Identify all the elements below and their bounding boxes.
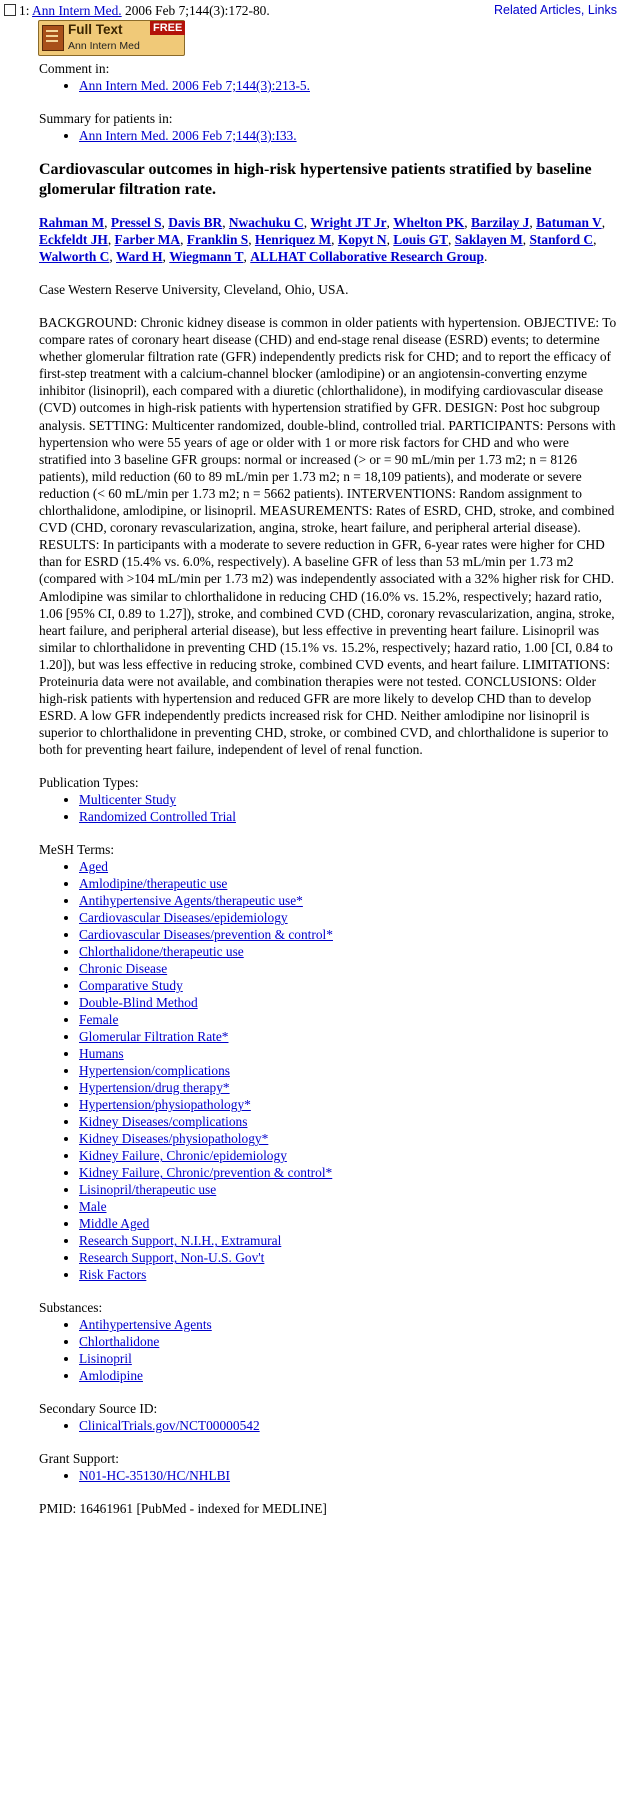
list-item-link[interactable]: Research Support, Non-U.S. Gov't [79,1250,265,1266]
full-text-badge[interactable] [38,20,183,54]
list-item-link[interactable]: Male [79,1199,107,1215]
list-item [79,1079,619,1096]
list-item-link[interactable]: Antihypertensive Agents/therapeutic use* [79,893,303,909]
list-item [79,1011,619,1028]
free-label: FREE [150,21,185,35]
list-item-link[interactable]: Risk Factors [79,1267,147,1283]
list-item-link[interactable]: Amlodipine [79,1368,143,1384]
list-item [79,1096,619,1113]
list-item [79,977,619,994]
list-item-link[interactable]: Glomerular Filtration Rate* [79,1029,229,1045]
list-item [79,858,619,875]
list-item [79,1062,619,1079]
author-link[interactable]: Davis BR [168,215,223,230]
list-item [79,1367,619,1384]
author-link[interactable]: Farber MA [114,232,181,247]
author-link[interactable]: Eckfeldt JH [39,232,108,247]
author-link[interactable]: Henriquez M [254,232,332,247]
related-separator: , [580,3,588,17]
list-item-link[interactable]: Humans [79,1046,124,1062]
list-item [79,1147,619,1164]
badge-journal: Ann Intern Med [68,40,140,52]
item-number: 1: [19,3,30,18]
list-item [79,1130,619,1147]
list-item [79,1417,619,1434]
list-item [79,791,619,808]
list-item [79,1350,619,1367]
list-item-link[interactable]: Kidney Failure, Chronic/epidemiology [79,1148,287,1164]
list-item-link[interactable]: Cardiovascular Diseases/prevention & control* [79,927,333,943]
list-item-link[interactable]: ClinicalTrials.gov/NCT00000542 [79,1418,260,1434]
secondary-source-label: Secondary Source ID: [39,1401,158,1417]
author-link[interactable]: Stanford C [529,232,594,247]
select-checkbox[interactable] [4,4,16,16]
list-item-link[interactable]: Cardiovascular Diseases/epidemiology [79,910,288,926]
author-link[interactable]: Saklayen M [454,232,523,247]
list-item-link[interactable]: Research Support, N.I.H., Extramural [79,1233,282,1249]
author-link[interactable]: Ward H [116,249,163,264]
author-link[interactable]: ALLHAT Collaborative Research Group [250,249,484,264]
list-item [79,1333,619,1350]
list-item-link[interactable]: Multicenter Study [79,792,177,808]
list-item-link[interactable]: Middle Aged [79,1216,150,1232]
list-item [79,1181,619,1198]
citation-text: 2006 Feb 7;144(3):172-80. [121,3,270,18]
author-link[interactable]: Kopyt N [337,232,387,247]
list-item [79,1232,619,1249]
publication-types-list [39,791,619,825]
author-link[interactable]: Wright JT Jr [310,215,387,230]
related-articles-link[interactable]: Related Articles [494,3,581,17]
full-text-label: Full Text [68,22,123,37]
citation-line [4,2,619,20]
list-item-link[interactable]: Kidney Diseases/complications [79,1114,248,1130]
comment-label: Comment in: [39,61,110,76]
author-link[interactable]: Wiegmann T [169,249,244,264]
author-link[interactable]: Franklin S [186,232,249,247]
list-item-link[interactable]: Antihypertensive Agents [79,1317,212,1333]
list-item-link[interactable]: Hypertension/complications [79,1063,230,1079]
list-item [79,1266,619,1283]
list-item-link[interactable]: Female [79,1012,119,1028]
list-item [79,1215,619,1232]
list-item-link[interactable]: Lisinopril/therapeutic use [79,1182,217,1198]
secondary-source-list [39,1417,619,1434]
list-item [79,1164,619,1181]
list-item [79,1467,619,1484]
list-item [79,1028,619,1045]
list-item [79,1113,619,1130]
list-item-link[interactable]: Lisinopril [79,1351,132,1367]
author-link[interactable]: Whelton PK [393,215,465,230]
article-title: Cardiovascular outcomes in high-risk hypertensive patients stratified by baseline glomerular filtration rate. [39,161,592,198]
list-item-link[interactable]: Randomized Controlled Trial [79,809,236,825]
list-item-link[interactable]: Chlorthalidone [79,1334,160,1350]
list-item-link[interactable]: Kidney Diseases/physiopathology* [79,1131,269,1147]
list-item-link[interactable]: Hypertension/physiopathology* [79,1097,251,1113]
list-item-link[interactable]: Amlodipine/therapeutic use [79,876,228,892]
list-item [79,926,619,943]
list-item-link[interactable]: Aged [79,859,109,875]
list-item [79,994,619,1011]
abstract-record [39,60,619,1531]
summary-label: Summary for patients in: [39,111,173,126]
list-item-link[interactable]: Kidney Failure, Chronic/prevention & control* [79,1165,333,1181]
book-icon [42,25,64,51]
mesh-label: MeSH Terms: [39,842,115,858]
grant-support-label: Grant Support: [39,1451,119,1467]
list-item [79,960,619,977]
list-item-link[interactable]: Hypertension/drug therapy* [79,1080,230,1096]
abstract-text: BACKGROUND: Chronic kidney disease is common in older patients with hypertension. OBJECTIVE: To compare rates of coronary heart disease (CHD) and end-stage renal disease (ESRD) events; to determine whether glomerular filtration rate (GFR) independently predicts risk for CHD; and to report the efficacy of first-step treatment with a calcium-channel blocker (amlodipine) or an angiotensin-converting enzyme inhibitor (lisinopril), each compared with a diuretic (chlorthalidone), in modifying cardiovascular disease (CVD) outcomes in high-risk patients with hypertension stratified by GFR. DESIGN: Post hoc subgroup analysis. SETTING: Multicenter randomized, double-blind, controlled trial. PARTICIPANTS: Persons with hypertension who were 55 years of age or older with 1 or more risk factors for CHD and who were stratified into 3 baseline GFR groups: normal or increased (> or = 90 mL/min per 1.73 m2; n = 8126 patients), mild reduction (60 to 89 mL/min per 1.73 m2; n = 18,109 patients), and moderate or severe reduction (< 60 mL/min per 1.73 m2; n = 5662 patients). INTERVENTIONS: Random assignment to chlorthalidone, amlodipine, or lisinopril. MEASUREMENTS: Rates of ESRD, CHD, stroke, and combined CVD (CHD, coronary revascularization, angina, stroke, heart failure, and peripheral arterial disease). RESULTS: In participants with a moderate to severe reduction in GFR, 6-year rates were higher for CHD than for ESRD (15.4% vs. 6.0%, respectively). A baseline GFR of less than 53 mL/min per 1.73 m2 (compared with >104 mL/min per 1.73 m2) was independently associated with a 32% higher risk for CHD. Amlodipine was similar to chlorthalidone in reducing CHD (16.0% vs. 15.2%, respectively; hazard ratio, 1.06 [95% CI, 0.89 to 1.27]), stroke, and combined CVD (CHD, coronary revascularization, angina, stroke, heart failure, and peripheral arterial disease), but less effective in preventing heart failure. Lisinopril was similar to chlorthalidone in preventing CHD (15.1% vs. 15.2%, respectively; hazard ratio, 1.00 [CI, 0.84 to 1.20]), but was less effective in reducing stroke, combined CVD events, and heart failure. LIMITATIONS: Proteinuria data were not available, and combination therapies were not tested. CONCLUSIONS: Older high-risk patients with hypertension and reduced GFR are more likely to develop CHD than to develop ESRD. A low GFR independently predicts increased risk for CHD. Neither amlodipine nor lisinopril is superior to chlorthalidone in preventing CHD, stroke, or combined CVD, and chlorthalidone is superior to both for preventing heart failure, independent of level of renal function. [39,315,617,758]
comment-list [39,77,619,94]
list-item-link[interactable]: Chlorthalidone/therapeutic use [79,944,244,960]
list-item [79,1316,619,1333]
list-item [79,1045,619,1062]
list-item-link[interactable]: Comparative Study [79,978,183,994]
author-link[interactable]: Rahman M [39,215,105,230]
list-item [79,909,619,926]
list-item-link[interactable]: Double-Blind Method [79,995,198,1011]
substances-label: Substances: [39,1300,103,1316]
author-list: Rahman M, Pressel S, Davis BR, Nwachuku C, Wright JT Jr, Whelton PK, Barzilay J, Batuman V, Eckfeldt JH, Farber MA, Franklin S, Henriquez M, Kopyt N, Louis GT, Saklayen M, Stanford C, Walworth C, Ward H, Wiegmann T, ALLHAT Collaborative Research Group. [39,215,606,264]
list-item-link[interactable]: Chronic Disease [79,961,168,977]
links-link[interactable]: Links [587,3,617,17]
summary-link[interactable]: Ann Intern Med. 2006 Feb 7;144(3):I33. [79,128,297,143]
author-link[interactable]: Batuman V [536,215,602,230]
list-item-link[interactable]: N01-HC-35130/HC/NHLBI [79,1468,231,1484]
author-link[interactable]: Louis GT [393,232,448,247]
author-link[interactable]: Nwachuku C [228,215,304,230]
list-item [79,1198,619,1215]
author-link[interactable]: Walworth C [39,249,110,264]
list-item [79,875,619,892]
substances-list [39,1316,619,1384]
author-link[interactable]: Pressel S [110,215,162,230]
affiliation: Case Western Reserve University, Cleveland, Ohio, USA. [39,282,349,297]
list-item [79,1249,619,1266]
pmid: PMID: 16461961 [PubMed - indexed for MEDLINE] [39,1501,327,1517]
mesh-list [39,858,619,1283]
list-item [79,943,619,960]
publication-types-label: Publication Types: [39,775,139,791]
related-links [494,2,617,19]
comment-link[interactable]: Ann Intern Med. 2006 Feb 7;144(3):213-5. [79,78,310,93]
list-item [79,808,619,825]
journal-link[interactable]: Ann Intern Med. [32,3,122,18]
list-item [79,892,619,909]
grant-support-list [39,1467,619,1484]
author-link[interactable]: Barzilay J [470,215,530,230]
summary-list [39,127,619,144]
